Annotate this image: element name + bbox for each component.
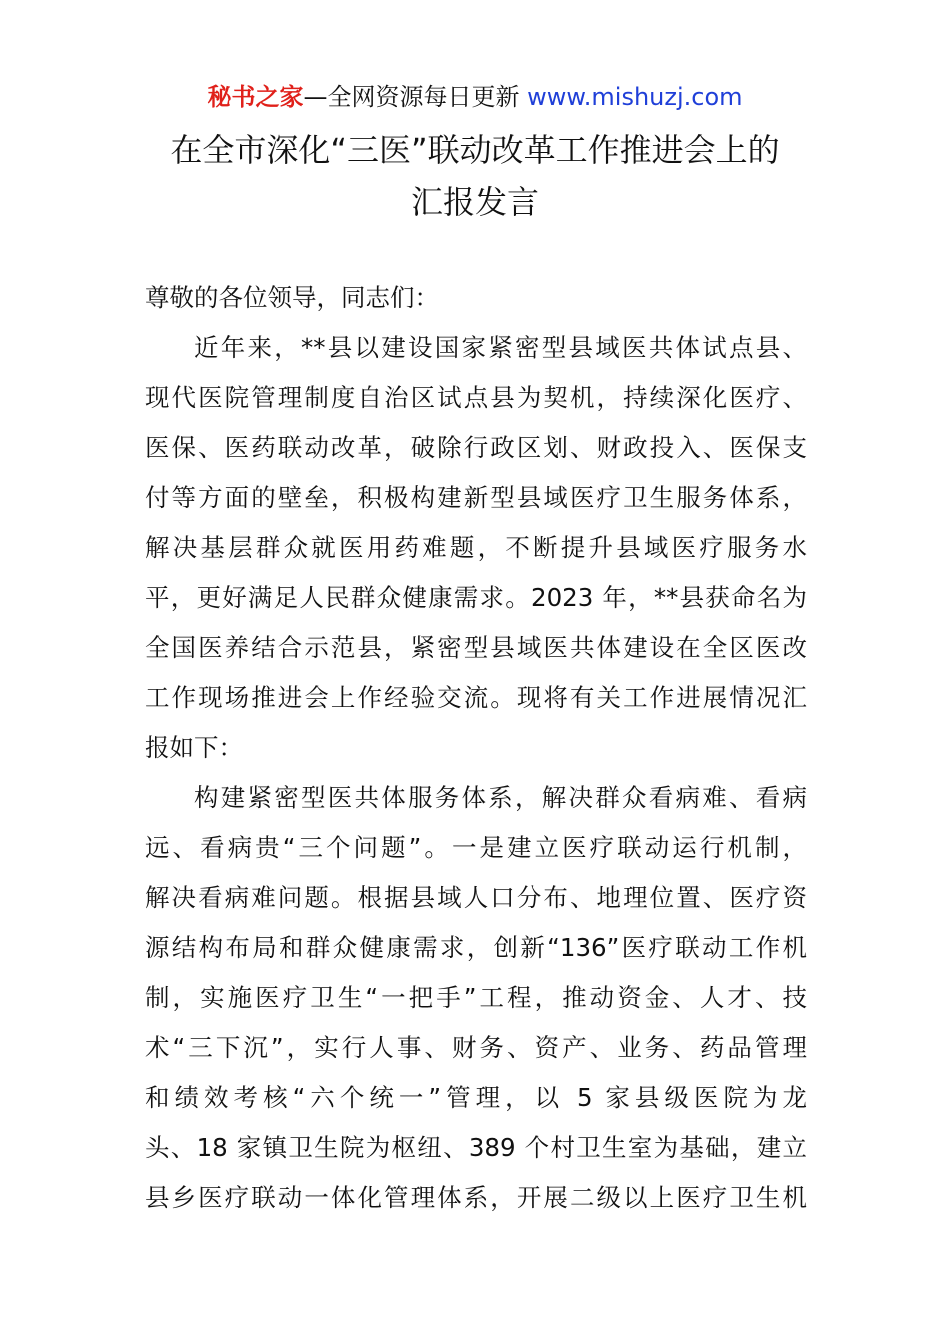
site-url-link[interactable]: www.mishuzj.com [527,83,743,111]
paragraph-1-line: 现代医院管理制度自治区试点县为契机，持续深化医疗、 [145,383,807,412]
paragraph-2-line: 解决看病难问题。根据县域人口分布、地理位置、医疗资 [145,883,807,912]
paragraph-1-line: 解决基层群众就医用药难题，不断提升县域医疗服务水 [145,533,807,562]
paragraph-1-line: 平，更好满足人民群众健康需求。2023 年，**县获命名为 [145,583,807,612]
paragraph-2-line: 县乡医疗联动一体化管理体系，开展二级以上医疗卫生机 [145,1183,807,1212]
paragraph-2-line: 构建紧密型医共体服务体系，解决群众看病难、看病 [194,783,807,812]
paragraph-1-line: 全国医养结合示范县，紧密型县域医共体建设在全区医改 [145,633,807,662]
paragraph-2-line: 制，实施医疗卫生“一把手”工程，推动资金、人才、技 [145,983,807,1012]
salutation: 尊敬的各位领导，同志们： [145,283,439,312]
document-body [145,273,807,1223]
paragraph-2-line: 远、看病贵“三个问题”。一是建立医疗联动运行机制， [145,833,807,862]
paragraph-1-line: 医保、医药联动改革，破除行政区划、财政投入、医保支 [145,433,807,462]
paragraph-2-line: 头、18 家镇卫生院为枢纽、389 个村卫生室为基础，建立 [145,1133,807,1162]
site-brand: 秘书之家 [207,83,304,111]
paragraph-1-line: 报如下： [145,733,243,762]
title-line-1: 在全市深化“三医”联动改革工作推进会上的 [170,131,780,169]
paragraph-1-line: 近年来，**县以建设国家紧密型县域医共体试点县、 [194,333,807,362]
paragraph-2-line: 和绩效考核“六个统一”管理，以 5 家县级医院为龙 [145,1083,807,1112]
title-line-2: 汇报发言 [410,183,539,221]
paragraph-2-line: 源结构布局和群众健康需求，创新“136”医疗联动工作机 [145,933,807,962]
paragraph-1-line: 付等方面的壁垒，积极构建新型县域医疗卫生服务体系， [145,483,807,512]
site-header [0,80,950,114]
paragraph-2-line: 术“三下沉”，实行人事、财务、资产、业务、药品管理 [145,1033,807,1062]
document-title [0,124,950,228]
site-tagline: —全网资源每日更新 [303,83,520,111]
paragraph-1-line: 工作现场推进会上作经验交流。现将有关工作进展情况汇 [145,683,807,712]
